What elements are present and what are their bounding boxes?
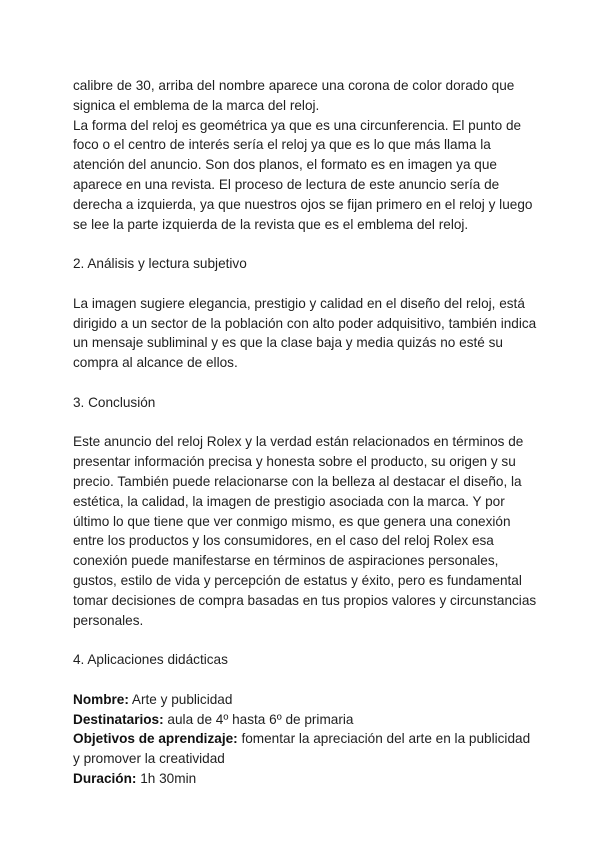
section-2-paragraph: La imagen sugiere elegancia, prestigio y calidad en el diseño del reloj, está dirigido a un sector de la población con alto poder adquisitivo, también indica un mensaje subliminal y es que la clase baja y media quizás no esté su compra al alcance de ellos.: [73, 295, 537, 371]
field-value: aula de 4º hasta 6º de primaria: [163, 711, 354, 727]
spacer: [73, 630, 540, 650]
field-nombre: [73, 690, 540, 710]
field-value: 1h 30min: [136, 770, 197, 786]
field-label: Destinatarios:: [73, 711, 164, 727]
field-objetivos: [73, 729, 540, 769]
section-2-heading: 2. Análisis y lectura subjetivo: [73, 256, 247, 272]
field-destinatarios: [73, 710, 540, 730]
section-3-heading: 3. Conclusión: [73, 394, 156, 410]
intro-paragraph-2: La forma del reloj es geométrica ya que es una circunferencia. El punto de foco o el centro de interés sería el reloj ya que es lo que más llama la atención del anuncio. Son dos planos, el formato es en imagen ya que aparece en una revista. El proceso de lectura de este anuncio sería de derecha a izquierda, ya que nuestros ojos se fijan primero en el reloj y luego se lee la parte izquierda de la revista que es el emblema del reloj.: [73, 117, 533, 232]
section-3-paragraph: Este anuncio del reloj Rolex y la verdad están relacionados en términos de presentar información precisa y honesta sobre el producto, su origen y su precio. También puede relacionarse con la belleza al destacar el diseño, la estética, la calidad, la imagen de prestigio asociada con la marca. Y por último lo que tiene que ver conmigo mismo, es que genera una conexión entre los productos y los consumidores, en el caso del reloj Rolex esa conexión puede manifestarse en términos de aspiraciones personales, gustos, estilo de vida y percepción de estatus y éxito, pero es fundamental tomar decisiones de compra basadas en tus propios valores y circunstancias personales.: [73, 434, 537, 628]
spacer: [73, 413, 540, 433]
section-4-heading: 4. Aplicaciones didácticas: [73, 652, 228, 668]
field-label: Objetivos de aprendizaje:: [73, 731, 238, 747]
field-label: Duración:: [73, 770, 137, 786]
intro-paragraph-1: calibre de 30, arriba del nombre aparece una corona de color dorado que signica el emblema de la marca del reloj.: [73, 78, 515, 113]
field-duracion: [73, 769, 540, 789]
spacer: [73, 373, 540, 393]
field-value: Arte y publicidad: [128, 691, 233, 707]
field-label: Nombre:: [73, 691, 129, 707]
spacer: [73, 234, 540, 254]
spacer: [73, 670, 540, 690]
field-value: fomentar la apreciación del arte en la publicidad y promover la creatividad: [73, 731, 531, 767]
spacer: [73, 274, 540, 294]
